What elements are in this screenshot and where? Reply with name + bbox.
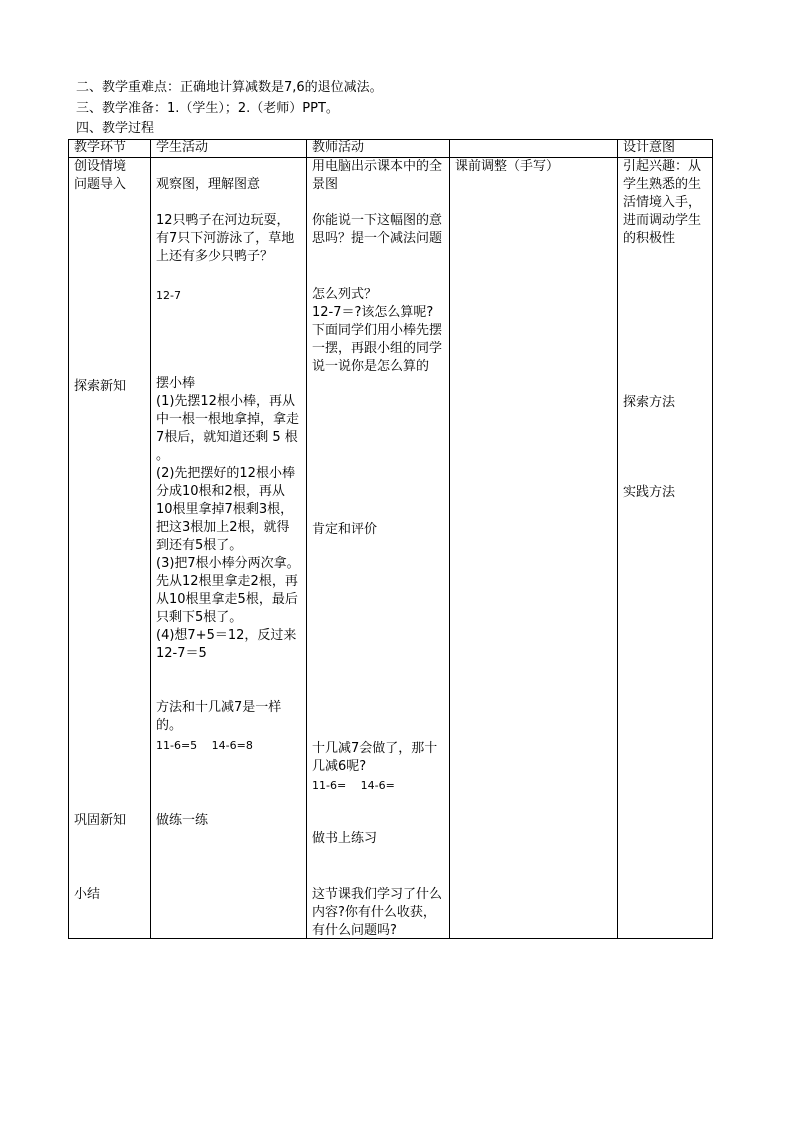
teacher-show-picture: 用电脑出示课本中的全景图	[312, 159, 443, 192]
student-method-2: (2)先把摆好的12根小棒分成10根和2根，再从10根里拿掉7根剩3根，把这3根加上2根，就得到还有5根了。	[156, 466, 295, 553]
lesson-plan-table	[68, 139, 713, 939]
teacher-book-practice: 做书上练习	[312, 831, 378, 846]
preparation-line: 三、教学准备：1.（学生）；2.（老师）PPT。	[76, 101, 339, 116]
stage-explore: 探索新知	[74, 379, 127, 394]
student-sticks: 摆小棒	[156, 376, 196, 391]
design-intent-column	[618, 158, 713, 939]
adjustment-column	[450, 158, 618, 939]
intent-interest: 引起兴趣：从学生熟悉的生活情境入手，进而调动学生的积极性	[623, 159, 702, 246]
teacher-summary-question: 这节课我们学习了什么内容?你有什么收获，有什么问题吗?	[312, 887, 443, 938]
process-heading: 四、教学过程	[76, 121, 155, 136]
header-student-activity: 学生活动	[151, 140, 307, 158]
teacher-exercises: 11-6= 14-6=	[312, 779, 395, 792]
stage-summary: 小结	[74, 887, 101, 902]
student-answers: 11-6=5 14-6=8	[156, 739, 253, 752]
header-teacher-activity: 教师活动	[307, 140, 450, 158]
intent-explore: 探索方法	[623, 395, 676, 410]
student-same-method: 方法和十几减7是一样的。	[156, 700, 282, 733]
teacher-activity-column	[307, 158, 450, 939]
teacher-how-to-calc: 12-7＝?该怎么算呢?下面同学们用小棒先摆一摆，再跟小组的同学说一说你是怎么算的	[312, 305, 443, 374]
student-method-3: (3)把7根小棒分两次拿。先从12根里拿走2根，再从10根里拿走5根，最后只剩下5根了。	[156, 556, 300, 625]
key-points-line: 二、教学重难点：正确地计算减数是7,6的退位减法。	[76, 80, 383, 95]
teacher-minus-six: 十几减7会做了，那十几减6呢?	[312, 741, 438, 774]
adjustment-note: 课前调整（手写）	[455, 159, 560, 174]
teacher-ask-meaning: 你能说一下这幅图的意思吗？提一个减法问题	[312, 213, 443, 246]
header-stage: 教学环节	[69, 140, 151, 158]
student-method-1: (1)先摆12根小棒，再从中一根一根地拿掉，拿走7根后，就知道还剩 5 根 。	[156, 394, 300, 463]
student-practice: 做练一练	[156, 813, 209, 828]
stage-intro: 创设情境问题导入	[74, 159, 127, 192]
intent-practice: 实践方法	[623, 485, 676, 500]
student-expression: 12-7	[156, 289, 181, 302]
header-blank	[450, 140, 618, 158]
student-problem: 12只鸭子在河边玩耍，有7只下河游泳了，草地上还有多少只鸭子？	[156, 213, 295, 264]
student-activity-column	[151, 158, 307, 939]
student-observe: 观察图，理解图意	[156, 177, 261, 192]
header-design-intent: 设计意图	[618, 140, 713, 158]
student-method-4: (4)想7+5＝12，反过来12-7＝5	[156, 628, 297, 661]
stage-column	[69, 158, 151, 939]
table-header-row	[69, 140, 713, 158]
teacher-how-to-write: 怎么列式？	[312, 287, 378, 302]
table-body-row	[69, 158, 713, 939]
stage-consolidate: 巩固新知	[74, 813, 127, 828]
teacher-affirm: 肯定和评价	[312, 522, 378, 537]
